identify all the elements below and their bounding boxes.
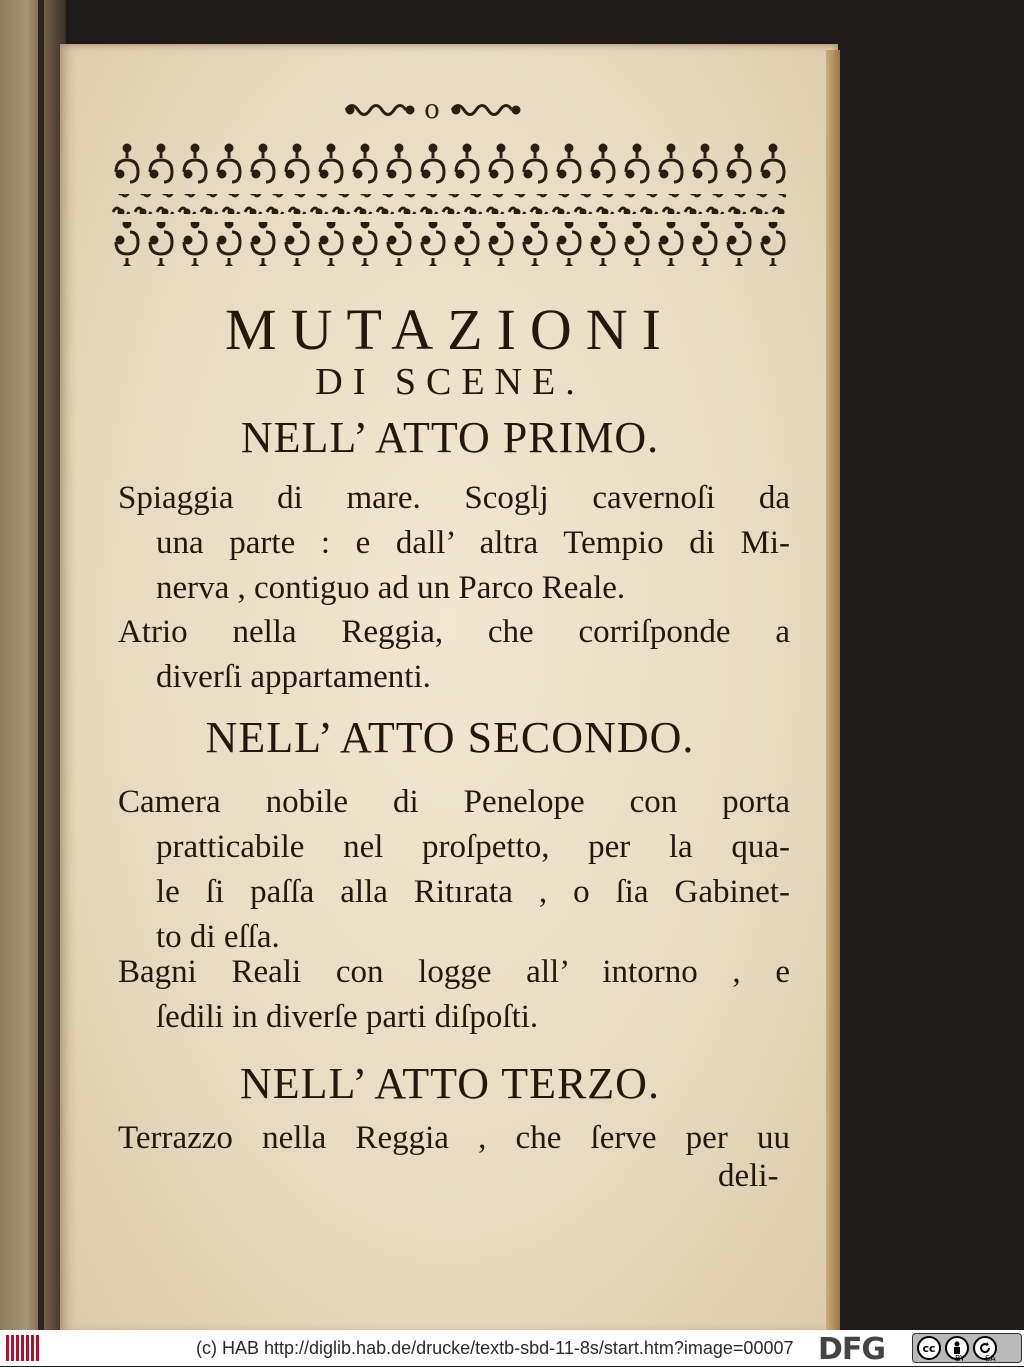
scene-entry — [118, 1116, 790, 1161]
copyright-url[interactable]: (c) HAB http://diglib.hab.de/drucke/textb-sbd-11-8s/start.htm?image=00007 — [196, 1338, 794, 1358]
dfg-logo: DFG — [818, 1332, 886, 1367]
page-header-ornament — [342, 92, 522, 128]
barcode-icon — [6, 1335, 40, 1361]
scene-line: to di eſſa. — [156, 919, 280, 955]
sa-label: SA — [985, 1354, 996, 1363]
flourish-right-icon — [448, 97, 522, 123]
scene-line: ſedili in diverſe parti diſpoſti. — [156, 999, 539, 1035]
scene-line: pratticabile nel proſpetto, per la qua- — [156, 829, 790, 865]
scene-line: diverſi appartamenti. — [156, 659, 431, 695]
scene-line: le ſi paſſa alla Ritırata , o ſia Gabinet- — [156, 874, 790, 910]
scene-line: Camera nobile di Penelope con porta — [118, 784, 790, 820]
scene-line: Spiaggia di mare. Scoglj cavernoſi da — [118, 480, 790, 516]
by-label: BY — [955, 1354, 965, 1363]
scene-entry — [118, 950, 790, 1040]
book-left-edge — [0, 0, 66, 1330]
act-heading: NELL’ ATTO PRIMO. — [240, 413, 660, 462]
page-subtitle: DI SCENE. — [315, 361, 585, 403]
scene-line: Bagni Reali con logge all’ intorno , e — [118, 954, 790, 990]
scene-line: nerva , contiguo ad un Parco Reale. — [156, 570, 626, 606]
scene-entry — [118, 476, 790, 611]
page-edge — [826, 50, 840, 1330]
cc-icon: cc — [917, 1336, 941, 1360]
scene-line: Terrazzo nella Reggia , che ſerve per uu — [118, 1120, 790, 1156]
page-title: MUTAZIONI — [225, 297, 675, 362]
act-heading: NELL’ ATTO TERZO. — [240, 1059, 660, 1108]
cc-license-badge[interactable] — [912, 1333, 1022, 1363]
scene-line: Atrio nella Reggia, che corriſponde a — [118, 614, 790, 650]
flourish-left-icon — [342, 97, 416, 123]
scene-line: una parte : e dall’ altra Tempio di Mi- — [156, 525, 790, 561]
viewer-footer — [0, 1330, 1024, 1366]
page-number: o — [424, 95, 440, 125]
scene-entry — [118, 780, 790, 960]
ornamental-headpiece — [110, 142, 786, 272]
act-heading: NELL’ ATTO SECONDO. — [205, 713, 695, 762]
scene-entry — [118, 610, 790, 700]
catchword: deli- — [718, 1158, 779, 1194]
